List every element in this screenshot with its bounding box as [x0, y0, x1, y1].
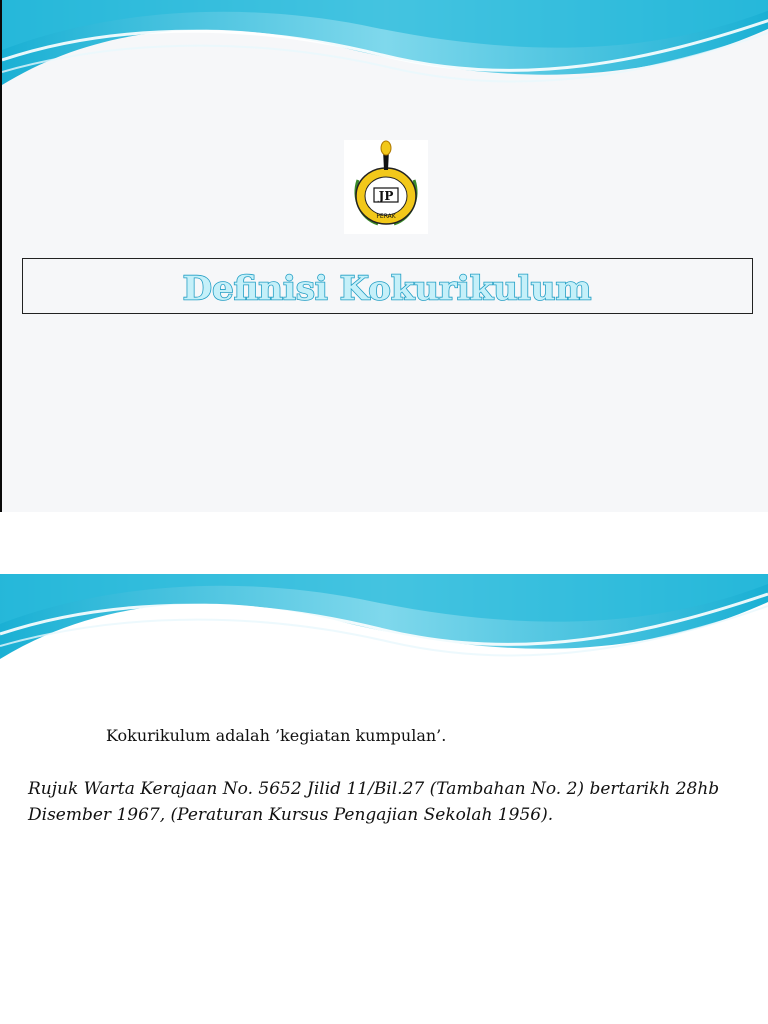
definition-text: Kokurikulum adalah ’kegiatan kumpulan’.: [106, 726, 447, 745]
wave-banner: [2, 0, 768, 110]
reference-line-1: Rujuk Warta Kerajaan No. 5652 Jilid 11/Bil.27 (Tambahan No. 2) bertarikh 28hb: [28, 779, 720, 799]
title-frame: [22, 258, 753, 314]
reference-line-2: Disember 1967, (Peraturan Kursus Pengajian Sekolah 1956).: [28, 805, 554, 825]
reference-text: [28, 776, 758, 828]
jpn-perak-crest-icon: [344, 140, 428, 234]
wave-banner: [0, 574, 768, 684]
slide-title: Definisi Kokurikulum: [182, 269, 592, 308]
crest-ring-text: PERAK: [376, 213, 396, 220]
slide-2: [0, 512, 768, 1024]
crest-emblem-text: JP: [378, 189, 394, 203]
